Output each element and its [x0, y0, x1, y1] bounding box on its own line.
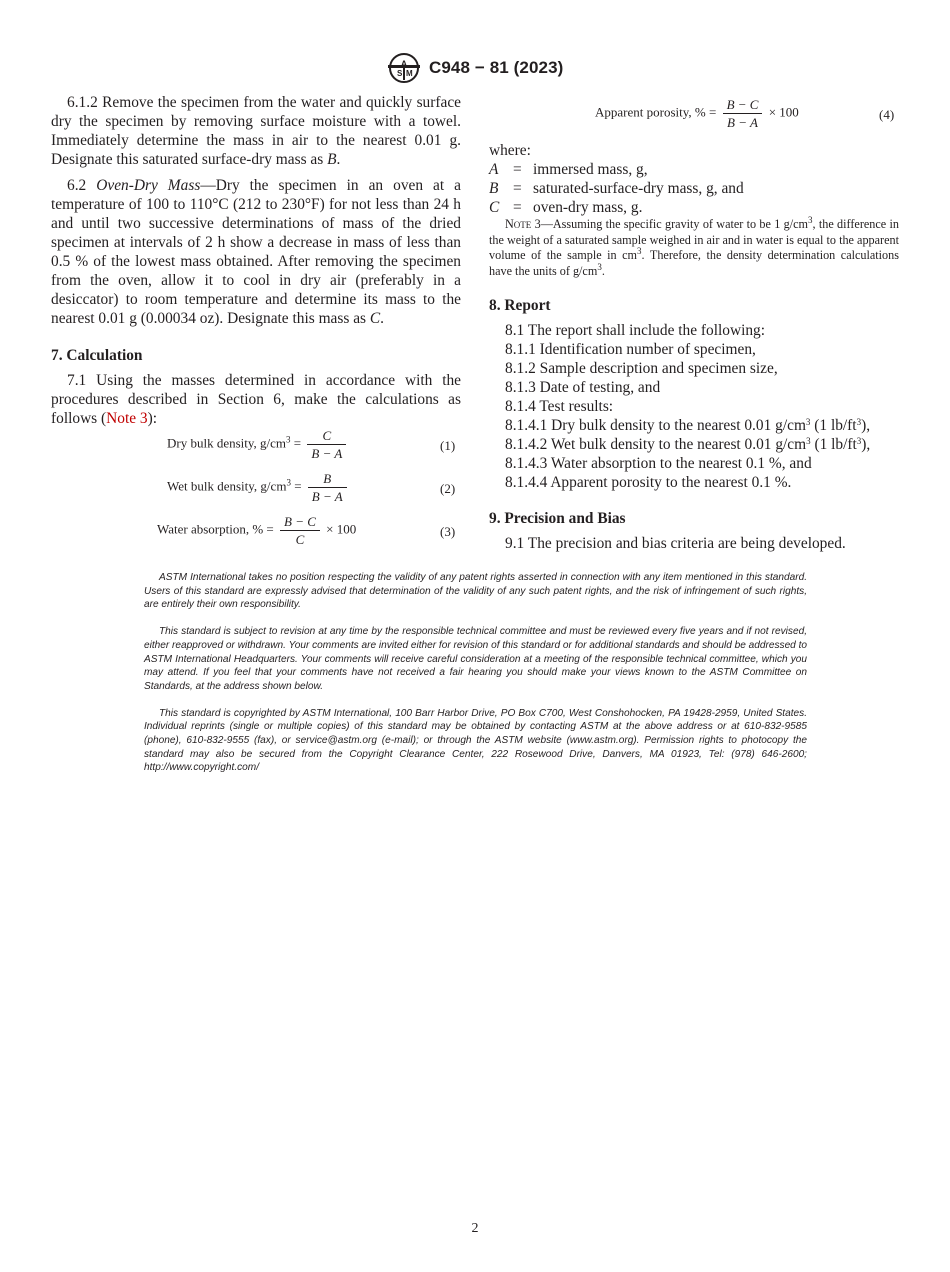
equation-2: Wet bulk density, $g/cm^3$ = $\frac{B}{B - A}$ — [167, 470, 350, 505]
svg-text:S: S — [397, 69, 403, 78]
document-id: C948 − 81 (2023) — [429, 58, 564, 77]
astm-logo-icon — [384, 52, 424, 84]
legal-notice — [144, 571, 807, 775]
paragraph-6-1-2: 6.1.2 Remove the specimen from the water and quickly surface dry the specimen by removing surface moisture with a towel. Immediately determine the mass in air to the nearest 0.01 g. Designate this saturated surface-dry mass as B. — [51, 94, 461, 168]
report-8-1-4-2: 8.1.4.2 Wet bulk density to the nearest 0.01 $g/cm^3$ (1 $lb/ft^3$), — [505, 436, 871, 453]
definition-b: B = saturated-surface-dry mass, g, and — [489, 180, 744, 197]
revision-notice: This standard is subject to revision at any time by the responsible technical committee and must be reviewed every five years and if not revised, either reapproved or withdrawn. Your comments are invited either for revision of this standard or for additional standards and should be addressed to ASTM International Headquarters. Your comments will receive careful consideration at a meeting of the responsible technical committee, which you may attend. If you feel that your comments have not received a fair hearing you should make your views known to the ASTM Committee on Standards, at the address shown below. — [144, 626, 808, 692]
equation-4-number: (4) — [879, 107, 895, 122]
page-number: 2 — [471, 1221, 479, 1236]
copyright-notice: This standard is copyrighted by ASTM International, 100 Barr Harbor Drive, PO Box C700, West Conshohocken, PA 19428-2959, United States. Individual reprints (single or multiple copies) of this standard may be obtained by contacting ASTM at the above address or at 610-832-9585 (phone), 610-832-9555 (fax), or service@astm.org (e-mail); or through the ASTM website (www.astm.org). Permission rights to photocopy the standard may also be secured from the Copyright Clearance Center, 222 Rosewood Drive, Danvers, MA 01923, Tel: (978) 646-2600; http://www.copyright.com/ — [144, 707, 807, 774]
report-8-1-4-4: 8.1.4.4 Apparent porosity to the nearest 0.1 %. — [505, 474, 792, 491]
equation-2-number: (2) — [440, 481, 456, 496]
equation-1: Dry bulk density, $g/cm^3$ = $\frac{C}{B - A}$ — [167, 427, 349, 462]
note-3: Note 3—Assuming the specific gravity of water to be 1 $g/cm^3$, the difference in the weight of a saturated sample weighed in air and in water is equal to the apparent volume of the sample in $cm^3$. Therefore, the density determination calculations have the units of $g/cm^3$. — [489, 215, 899, 278]
right-column — [489, 141, 899, 553]
svg-text:M: M — [406, 69, 413, 78]
equation-3: Water absorption, % = $\frac{B - C}{C}$ × 100 — [157, 514, 357, 547]
equation-4: Apparent porosity, % = $\frac{B - C}{B - A}$ × 100 — [595, 97, 799, 130]
svg-text:A: A — [400, 59, 408, 69]
report-8-1: 8.1 The report shall include the following: — [505, 322, 766, 339]
paragraph-6-2: 6.2 Oven-Dry Mass—Dry the specimen in an oven at a temperature of 100 to 110°C (212 to 230°F) for not less than 24 h and until two successive determinations of mass of the dried specimen at intervals of 2 h show a decrease in mass of less than 0.5 % of the lowest mass obtained. After removing the specimen from the oven, allow it to cool in dry air (preferably in a desiccator) to room temperature and determine its mass to the nearest 0.01 g (0.00034 oz). Designate this mass as C. — [51, 177, 462, 327]
report-8-1-4-1: 8.1.4.1 Dry bulk density to the nearest 0.01 $g/cm^3$ (1 $lb/ft^3$), — [505, 417, 871, 434]
report-list — [489, 321, 899, 492]
equation-3-number: (3) — [440, 524, 456, 539]
section-9-heading: 9. Precision and Bias — [489, 510, 626, 527]
left-column — [51, 93, 461, 428]
section-7-heading: 7. Calculation — [51, 347, 143, 364]
report-8-1-3: 8.1.3 Date of testing, and — [505, 379, 661, 396]
paragraph-9-1: 9.1 The precision and bias criteria are being developed. — [505, 535, 846, 552]
variable-definitions — [489, 141, 899, 217]
equation-1-number: (1) — [440, 438, 456, 453]
where-label: where: — [489, 142, 531, 159]
report-8-1-2: 8.1.2 Sample description and specimen size, — [505, 360, 778, 377]
report-8-1-4-3: 8.1.4.3 Water absorption to the nearest 0.1 %, and — [505, 455, 812, 472]
report-8-1-4: 8.1.4 Test results: — [505, 398, 614, 415]
report-8-1-1: 8.1.1 Identification number of specimen, — [505, 341, 756, 358]
note-3-link[interactable]: Note 3 — [106, 410, 148, 427]
paragraph-7-1: 7.1 Using the masses determined in accordance with the procedures described in Section 6, make the calculations as follows (Note 3): — [51, 372, 461, 427]
definition-c: C = oven-dry mass, g. — [489, 199, 643, 216]
patent-disclaimer: ASTM International takes no position respecting the validity of any patent rights asserted in connection with any item mentioned in this standard. Users of this standard are expressly advised that determination of the validity of any such patent rights, and the risk of infringement of such rights, are entirely their own responsibility. — [144, 572, 807, 611]
section-8-heading: 8. Report — [489, 297, 551, 314]
definition-a: A = immersed mass, g, — [489, 161, 648, 178]
